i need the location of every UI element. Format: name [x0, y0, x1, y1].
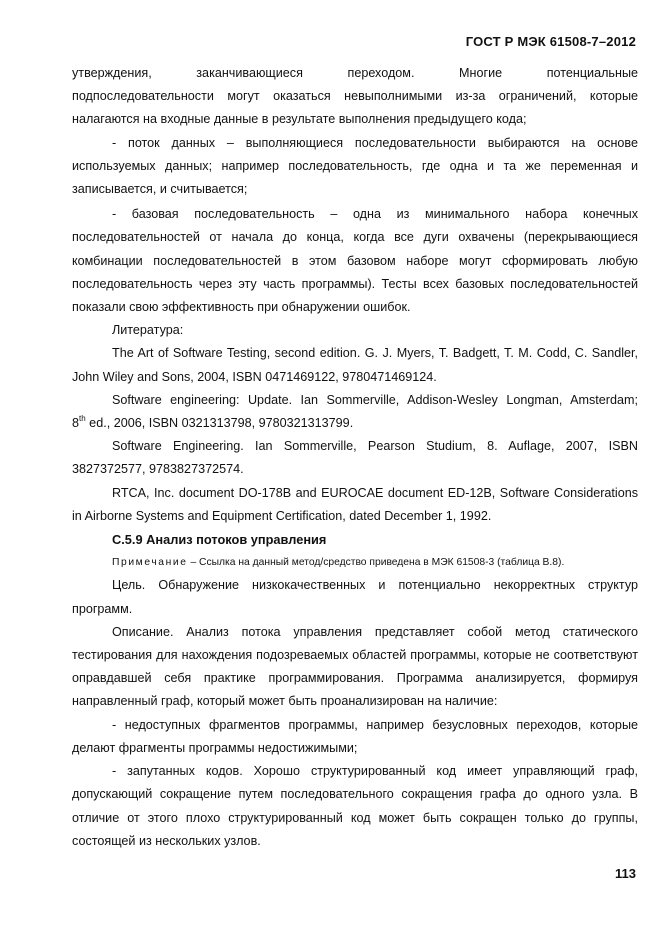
bullet-data-flow: - поток данных – выполняющиеся последовательности выбираются на основе используемых данных; например последовательность, где одна и та же переменная и записывается, и считывается; — [72, 135, 638, 197]
edition-superscript: th — [79, 414, 86, 424]
document-code-header: ГОСТ Р МЭК 61508-7–2012 — [465, 34, 636, 49]
note-text: – Ссылка на данный метод/средство приведена в МЭК 61508-3 (таблица B.8). — [187, 557, 565, 569]
goal-paragraph: Цель. Обнаружение низкокачественных и потенциально некорректных структур программ. — [72, 578, 638, 616]
reference-sommerville-update-edition — [72, 412, 638, 435]
note-label: Примечание — [112, 557, 188, 569]
page-number: 113 — [615, 866, 636, 881]
bullet-tangled-code: - запутанных кодов. Хорошо структурированный код имеет управляющий граф, допускающий сокращение путем последовательного сокращения графа до одного узла. В отличие от этого плохо структурированный код может быть сокращен только до группы, состоящей из нескольких узлов. — [72, 764, 638, 848]
bullet-unreachable: - недоступных фрагментов программы, например безусловных переходов, которые делают фрагменты программы недостижимыми; — [72, 717, 638, 755]
edition-number: 8 — [72, 416, 80, 431]
reference-rtca: RTCA, Inc. document DO-178B and EUROCAE document ED-12B, Software Considerations in Airborne Systems and Equipment Certification, dated December 1, 1992. — [72, 485, 638, 523]
paragraph-continuation: подпоследовательности могут оказаться невыполнимыми из-за ограничений, которые налагаются на входные данные в результате выполнения предыдущего кода; — [72, 89, 638, 127]
literature-label: Литература: — [112, 323, 184, 338]
description-paragraph: Описание. Анализ потока управления представляет собой метод статического тестирования для нахождения подозреваемых областей программы, которые не соответствуют оправдавшей себя практике программирования. Программа анализируется, формируя направленный граф, который может быть проанализирован на наличие: — [72, 624, 638, 709]
page-body — [72, 62, 638, 853]
section-heading: C.5.9 Анализ потоков управления — [112, 532, 327, 548]
edition-rest: ed., 2006, ISBN 0321313798, 9780321313799. — [85, 416, 354, 431]
reference-sommerville-update-line: Software engineering: Update. Ian Sommerville, Addison-Wesley Longman, Amsterdam; — [112, 392, 638, 407]
paragraph-continuation-line: утверждения, заканчивающиеся переходом. Многие потенциальные — [72, 66, 638, 80]
note — [72, 551, 638, 574]
reference-sommerville-pearson: Software Engineering. Ian Sommerville, Pearson Studium, 8. Auflage, 2007, ISBN 3827372577, 9783827372574. — [72, 439, 638, 477]
bullet-base-sequence: - базовая последовательность – одна из минимального набора конечных последовательностей от начала до конца, когда все дуги охвачены (перекрывающиеся комбинации последовательностей в этом базовом наборе могут сформировать любую последовательность через эту часть программы). Тесты всех базовых последовательностей показали свою эффективность при обнаружении ошибок. — [72, 207, 638, 315]
reference-myers: The Art of Software Testing, second edition. G. J. Myers, T. Badgett, T. M. Codd, C. Sandler, John Wiley and Sons, 2004, ISBN 0471469122, 9780471469124. — [72, 346, 638, 384]
